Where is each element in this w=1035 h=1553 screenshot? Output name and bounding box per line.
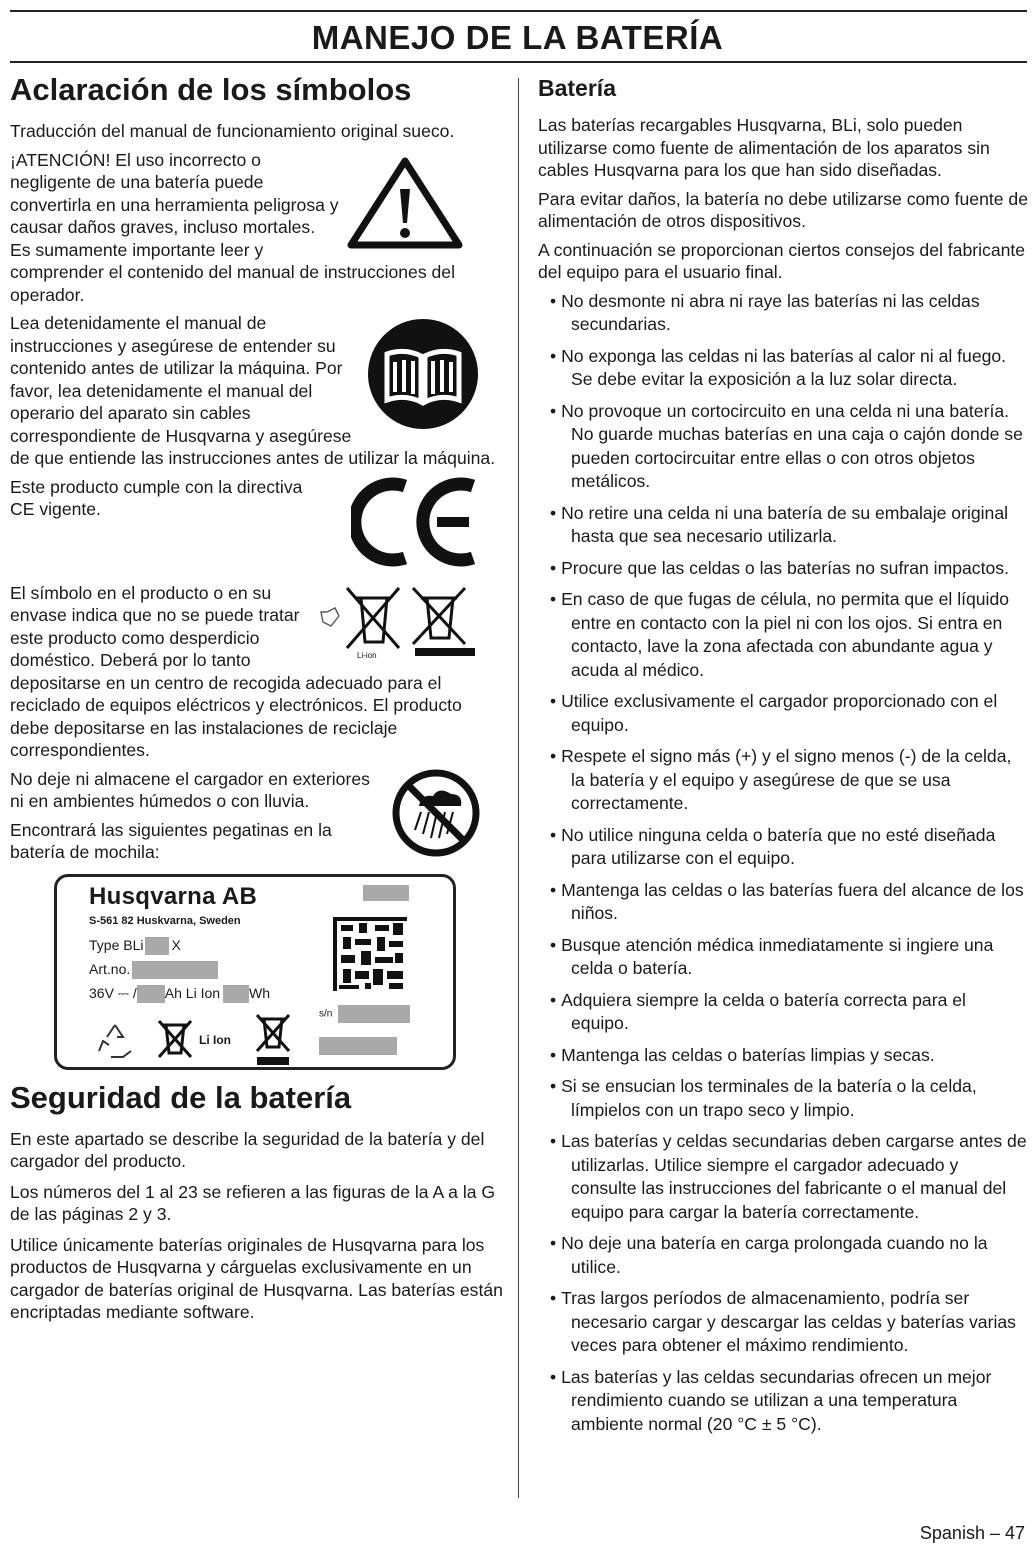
sticker-type-prefix: Type BLi bbox=[89, 936, 144, 953]
section-title-battery: Batería bbox=[538, 75, 616, 101]
page-footer: Spanish – 47 bbox=[919, 1523, 1025, 1543]
sticker-type-suffix: X bbox=[171, 936, 181, 953]
header-rule-bottom bbox=[10, 61, 1027, 63]
page-title: MANEJO DE LA BATERÍA bbox=[311, 19, 724, 56]
redacted-box bbox=[132, 961, 218, 979]
list-item: • Tras largos períodos de almacenamiento, podría ser necesario cargar y descargar las celdas y baterías varias veces para obtener el máximo rendimiento. bbox=[538, 1287, 1028, 1358]
section-title-symbols: Aclaración de los símbolos bbox=[10, 72, 412, 107]
list-item: • Busque atención médica inmediatamente si ingiere una celda o batería. bbox=[538, 934, 1028, 981]
list-item: • Procure que las celdas o las baterías no sufran impactos. bbox=[538, 557, 1028, 581]
ce-block bbox=[10, 476, 505, 576]
sticker-bin-crossed-bar-icon bbox=[253, 1011, 293, 1065]
list-item: • No exponga las celdas ni las baterías al calor ni al fuego. Se debe evitar la exposición a la luz solar directa. bbox=[538, 345, 1028, 392]
paragraph-stickers: Encontrará las siguientes pegatinas en la batería de mochila: bbox=[10, 819, 332, 862]
warning-triangle-icon bbox=[345, 155, 465, 251]
rain-block bbox=[10, 768, 505, 813]
list-item: • Las baterías y celdas secundarias deben cargarse antes de utilizarlas. Utilice siempre el cargador adecuado y consulte las instrucciones del fabricante o el manual del equipo para cargar la batería correctamente. bbox=[538, 1130, 1028, 1224]
list-item: • Mantenga las celdas o baterías limpias y secas. bbox=[538, 1044, 1028, 1068]
no-rain-icon bbox=[391, 768, 481, 858]
sticker-artno-line bbox=[89, 961, 218, 979]
list-item: • Mantenga las celdas o las baterías fuera del alcance de los niños. bbox=[538, 879, 1028, 926]
paragraph-rain: No deje ni almacene el cargador en exteriores ni en ambientes húmedos o con lluvia. bbox=[10, 768, 370, 811]
paragraph-warning: ¡ATENCIÓN! El uso incorrecto o negligente de una batería puede convertirla en una herramienta peligrosa y causar daños graves, incluso mortales. Es sumamente importante leer y comprender el contenido del manual de instrucciones del operador. bbox=[10, 149, 455, 305]
recycle-icon bbox=[93, 1021, 137, 1061]
datamatrix-code-icon bbox=[333, 917, 407, 991]
redacted-box bbox=[363, 885, 409, 901]
redacted-box bbox=[338, 1005, 410, 1023]
right-column bbox=[538, 68, 1028, 1444]
paragraph-battery-use: Las baterías recargables Husqvarna, BLi, solo pueden utilizarse como fuente de alimentación de los aparatos sin cables Husqvarna para los que han sido diseñadas. bbox=[538, 115, 990, 180]
sticker-address: S-561 82 Huskvarna, Sweden bbox=[89, 914, 241, 927]
sticker-sn-line bbox=[319, 1005, 410, 1023]
redacted-box bbox=[319, 1037, 397, 1055]
list-item: • No retire una celda ni una batería de su embalaje original hasta que sea necesario utilizarla. bbox=[538, 502, 1028, 549]
sticker-bin-crossed-icon bbox=[155, 1017, 195, 1061]
redacted-box bbox=[223, 985, 249, 1003]
redacted-box bbox=[145, 937, 169, 955]
read-manual-book-icon bbox=[367, 318, 479, 430]
list-item: • Respete el signo más (+) y el signo menos (-) de la celda, la batería y el equipo y asegúrese de que se usa correctamente. bbox=[538, 745, 1028, 816]
warning-block bbox=[10, 149, 505, 307]
column-separator bbox=[518, 78, 519, 1498]
list-item: • Utilice exclusivamente el cargador proporcionado con el equipo. bbox=[538, 690, 1028, 737]
paragraph-avoid-damage: Para evitar daños, la batería no debe utilizarse como fuente de alimentación de otros dispositivos. bbox=[538, 188, 1028, 231]
weee-block bbox=[10, 582, 505, 762]
redacted-box bbox=[137, 985, 165, 1003]
sticker-sn: s/n bbox=[319, 1008, 333, 1020]
weee-liion-label: Li-ion bbox=[357, 650, 377, 660]
sticker-brand: Husqvarna AB bbox=[89, 882, 258, 910]
left-column bbox=[10, 68, 505, 1324]
paragraph-original-batteries: Utilice únicamente baterías originales de Husqvarna para los productos de Husqvarna y cárguelas exclusivamente en un cargador de baterías original de Husqvarna. Las baterías están encriptadas mediante software. bbox=[10, 1234, 503, 1322]
manual-block bbox=[10, 312, 505, 470]
paragraph-safety-desc: En este apartado se describe la seguridad de la batería y del cargador del producto. bbox=[10, 1128, 485, 1171]
list-item: • Adquiera siempre la celda o batería correcta para el equipo. bbox=[538, 989, 1028, 1036]
list-item: • Las baterías y las celdas secundarias ofrecen un mejor rendimiento cuando se utilizan a una temperatura ambiente normal (20 °C ± 5 °C). bbox=[538, 1366, 1028, 1437]
list-item: • No provoque un cortocircuito en una celda ni una batería. No guarde muchas baterías en una caja o cajón donde se pueden cortocircuitar entre ellas o con otros objetos metálicos. bbox=[538, 400, 1028, 494]
list-item: • No deje una batería en carga prolongada cuando no la utilice. bbox=[538, 1232, 1028, 1279]
sticker-liion: Li Ion bbox=[199, 1032, 231, 1047]
paragraph-read-manual: Lea detenidamente el manual de instrucciones y asegúrese de entender su contenido antes de utilizar la máquina. Por favor, lea detenidamente el manual del operario del aparato sin cables correspondiente de Husqvarna y asegúrese de que entiende las instrucciones antes de utilizar la máquina. bbox=[10, 313, 496, 468]
sticker-ah: Ah Li Ion bbox=[164, 984, 221, 1001]
ce-mark-icon bbox=[351, 476, 481, 568]
paragraph-advice-intro: A continuación se proporcionan ciertos consejos del fabricante del equipo para el usuario final. bbox=[538, 239, 1026, 282]
battery-sticker bbox=[54, 874, 456, 1070]
paragraph-weee: El símbolo en el producto o en su envase indica que no se puede tratar este producto como desperdicio doméstico. Deberá por lo tanto depositarse en un centro de recogida adecuado para el reciclado de equipos eléctricos y electrónicos. El producto debe depositarse en las instalaciones de reciclaje correspondientes. bbox=[10, 582, 462, 760]
list-item: • Si se ensucian los terminales de la batería o la celda, límpielos con un trapo seco y limpio. bbox=[538, 1075, 1028, 1122]
sticker-artno: Art.no. bbox=[89, 960, 131, 977]
list-item: • En caso de que fugas de célula, no permita que el líquido entre en contacto con la piel ni con los ojos. Si entra en contacto, lave la zona afectada con abundante agua y acuda al médico. bbox=[538, 588, 1028, 682]
paragraph-ce: Este producto cumple con la directiva CE vigente. bbox=[10, 476, 303, 519]
safety-advice-list bbox=[538, 290, 1028, 1437]
recycle-bin-crossed-icon bbox=[311, 582, 481, 662]
sticker-volt: 36V bbox=[89, 984, 114, 1001]
header-rule-top bbox=[10, 10, 1027, 12]
section-title-safety: Seguridad de la batería bbox=[10, 1079, 352, 1115]
paragraph-figure-numbers: Los números del 1 al 23 se refieren a las figuras de la A a la G de las páginas 2 y 3. bbox=[10, 1181, 496, 1224]
paragraph-translation: Traducción del manual de funcionamiento original sueco. bbox=[10, 121, 455, 141]
sticker-wh: Wh bbox=[249, 984, 271, 1001]
sticker-power-line: 36V ⎓ / Ah Li Ion Wh bbox=[89, 985, 270, 1003]
sticker-type-line bbox=[89, 937, 181, 955]
list-item: • No desmonte ni abra ni raye las baterías ni las celdas secundarias. bbox=[538, 290, 1028, 337]
list-item: • No utilice ninguna celda o batería que no esté diseñada para utilizarse con el equipo. bbox=[538, 824, 1028, 871]
